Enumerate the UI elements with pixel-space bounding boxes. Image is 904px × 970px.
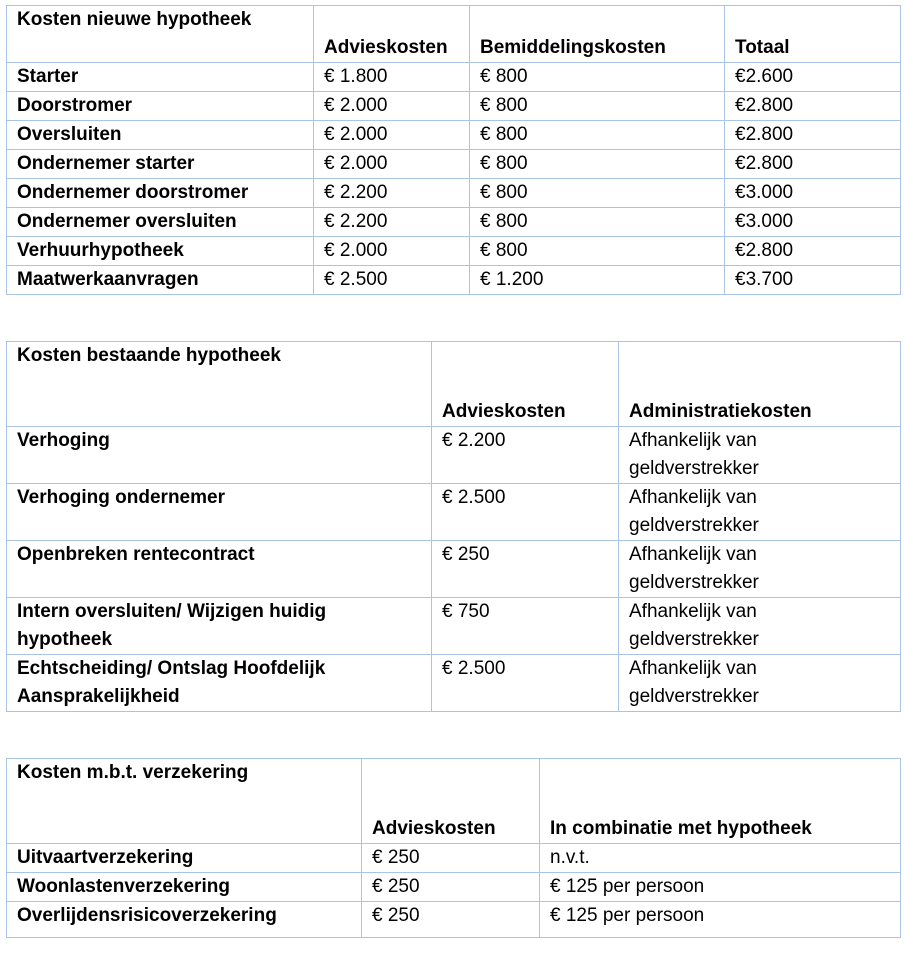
table-header-row xyxy=(7,398,901,427)
cell-totaal: €2.600 xyxy=(725,63,901,92)
table-kosten-bestaande-hypotheek xyxy=(6,341,901,712)
column-header: Totaal xyxy=(725,34,901,63)
table-header-row xyxy=(7,34,901,63)
table-header-row xyxy=(7,815,901,844)
table-title-row xyxy=(7,6,901,35)
cell-advieskosten: € 2.500 xyxy=(314,266,470,295)
table-row xyxy=(7,63,901,92)
cell-advieskosten: € 2.000 xyxy=(314,92,470,121)
cell-bemiddelingskosten: € 800 xyxy=(470,92,725,121)
table-row xyxy=(7,901,901,937)
table-row xyxy=(7,121,901,150)
table-row xyxy=(7,266,901,295)
table-row xyxy=(7,179,901,208)
table-row xyxy=(7,597,901,654)
table-kosten-verzekering xyxy=(6,758,901,938)
row-label: Verhoging xyxy=(7,426,432,483)
table-row xyxy=(7,150,901,179)
row-label: Openbreken rentecontract xyxy=(7,540,432,597)
table-title: Kosten nieuwe hypotheek xyxy=(7,6,314,35)
column-header: Advieskosten xyxy=(314,34,470,63)
cell-administratiekosten: Afhankelijk van geldverstrekker xyxy=(619,483,901,540)
cell-advieskosten: € 2.200 xyxy=(314,179,470,208)
table-title-row xyxy=(7,759,901,815)
cell-bemiddelingskosten: € 800 xyxy=(470,121,725,150)
row-label: Ondernemer oversluiten xyxy=(7,208,314,237)
cell-advieskosten: € 2.500 xyxy=(432,483,619,540)
table-row xyxy=(7,540,901,597)
cell-bemiddelingskosten: € 800 xyxy=(470,150,725,179)
table-row xyxy=(7,483,901,540)
column-header: In combinatie met hypotheek xyxy=(540,815,901,844)
row-label: Doorstromer xyxy=(7,92,314,121)
cell-totaal: €3.000 xyxy=(725,179,901,208)
cell-totaal: €2.800 xyxy=(725,92,901,121)
table-row xyxy=(7,872,901,901)
table-kosten-nieuwe-hypotheek xyxy=(6,5,901,295)
table-row xyxy=(7,654,901,711)
column-header: Advieskosten xyxy=(362,815,540,844)
cell-administratiekosten: Afhankelijk van geldverstrekker xyxy=(619,654,901,711)
cell-bemiddelingskosten: € 800 xyxy=(470,179,725,208)
cell-totaal: €3.700 xyxy=(725,266,901,295)
row-label: Starter xyxy=(7,63,314,92)
cell-advieskosten: € 2.000 xyxy=(314,150,470,179)
row-label: Verhoging ondernemer xyxy=(7,483,432,540)
cell-advieskosten: € 250 xyxy=(432,540,619,597)
cell-administratiekosten: Afhankelijk van geldverstrekker xyxy=(619,540,901,597)
table-row xyxy=(7,208,901,237)
cell-combinatie: € 125 per persoon xyxy=(540,872,901,901)
cell-totaal: €2.800 xyxy=(725,237,901,266)
cell-combinatie: n.v.t. xyxy=(540,843,901,872)
row-label: Maatwerkaanvragen xyxy=(7,266,314,295)
cell-totaal: €2.800 xyxy=(725,121,901,150)
table-title-row xyxy=(7,342,901,398)
cell-advieskosten: € 250 xyxy=(362,843,540,872)
cell-bemiddelingskosten: € 1.200 xyxy=(470,266,725,295)
table-title: Kosten bestaande hypotheek xyxy=(7,342,432,398)
cell-combinatie: € 125 per persoon xyxy=(540,901,901,937)
cell-administratiekosten: Afhankelijk van geldverstrekker xyxy=(619,597,901,654)
row-label: Ondernemer doorstromer xyxy=(7,179,314,208)
cell-bemiddelingskosten: € 800 xyxy=(470,237,725,266)
table-row xyxy=(7,426,901,483)
column-header: Advieskosten xyxy=(432,398,619,427)
cell-advieskosten: € 750 xyxy=(432,597,619,654)
row-label: Echtscheiding/ Ontslag Hoofdelijk Aansprakelijkheid xyxy=(7,654,432,711)
row-label: Overlijdensrisicoverzekering xyxy=(7,901,362,937)
cell-bemiddelingskosten: € 800 xyxy=(470,63,725,92)
cell-advieskosten: € 2.000 xyxy=(314,237,470,266)
table-row xyxy=(7,843,901,872)
row-label: Oversluiten xyxy=(7,121,314,150)
table-row xyxy=(7,237,901,266)
row-label: Intern oversluiten/ Wijzigen huidig hypotheek xyxy=(7,597,432,654)
cell-advieskosten: € 2.200 xyxy=(432,426,619,483)
cell-bemiddelingskosten: € 800 xyxy=(470,208,725,237)
cell-advieskosten: € 250 xyxy=(362,872,540,901)
column-header: Administratiekosten xyxy=(619,398,901,427)
row-label: Ondernemer starter xyxy=(7,150,314,179)
row-label: Uitvaartverzekering xyxy=(7,843,362,872)
table-row xyxy=(7,92,901,121)
table-title: Kosten m.b.t. verzekering xyxy=(7,759,362,815)
cell-advieskosten: € 2.000 xyxy=(314,121,470,150)
cell-advieskosten: € 1.800 xyxy=(314,63,470,92)
cell-totaal: €2.800 xyxy=(725,150,901,179)
cell-advieskosten: € 2.200 xyxy=(314,208,470,237)
row-label: Woonlastenverzekering xyxy=(7,872,362,901)
column-header: Bemiddelingskosten xyxy=(470,34,725,63)
cell-administratiekosten: Afhankelijk van geldverstrekker xyxy=(619,426,901,483)
cell-totaal: €3.000 xyxy=(725,208,901,237)
cell-advieskosten: € 2.500 xyxy=(432,654,619,711)
row-label: Verhuurhypotheek xyxy=(7,237,314,266)
cell-advieskosten: € 250 xyxy=(362,901,540,937)
